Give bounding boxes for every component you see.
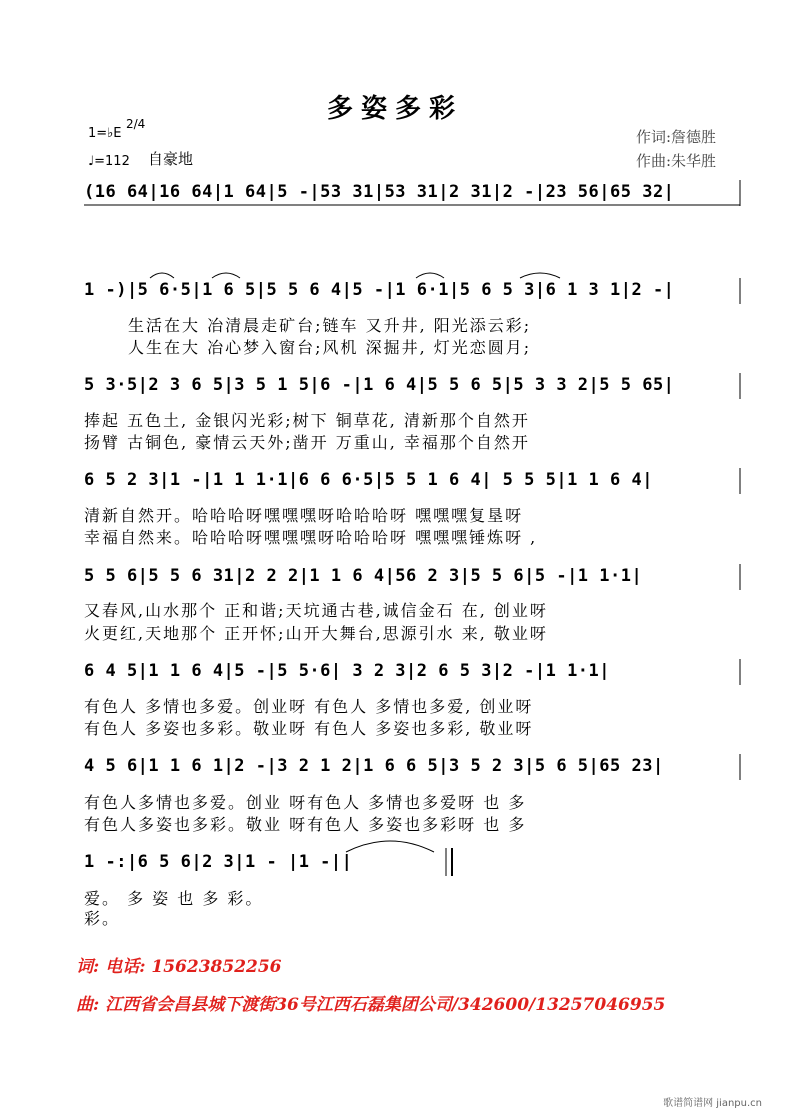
lyrics-system-6-verse-1: 有色人 多情也多爱。创业呀 有色人 多情也多爱, 创业呀: [84, 697, 534, 716]
lyrics-system-4-verse-2: 幸福自然来。哈哈哈呀嘿嘿嘿呀哈哈哈呀 嘿嘿嘿锤炼呀 ,: [84, 528, 538, 547]
lyrics-system-7-verse-1: 有色人多情也多爱。创业 呀有色人 多情也多爱呀 也 多: [84, 793, 527, 812]
tie-final: [346, 841, 434, 852]
slur-1: [150, 273, 174, 278]
footer-lyrics-contact: 词: 电话: 15623852256: [76, 957, 282, 977]
lyrics-system-5-verse-1: 又春风,山水那个 正和谐;天坑通古巷,诚信金石 在, 创业呀: [84, 601, 548, 620]
tempo-marking: ♩=112: [88, 154, 130, 169]
lyrics-system-3-verse-2: 扬臂 古铜色, 豪情云天外;凿开 万重山, 幸福那个自然开: [84, 433, 530, 452]
lyricist-credit: 作词:詹德胜: [636, 128, 717, 146]
song-title: 多姿多彩: [326, 94, 463, 124]
lyrics-system-8-verse-2: 彩。: [84, 909, 121, 928]
lyrics-system-2-verse-2: 人生在大 冶心梦入窗台;风机 深掘井, 灯光恋圆月;: [128, 338, 532, 357]
lyrics-system-3-verse-1: 捧起 五色土, 金银闪光彩;树下 铜草花, 清新那个自然开: [84, 411, 530, 430]
lyrics-system-8-verse-1: 爱。 多 姿 也 多 彩。: [84, 889, 264, 908]
slur-3: [416, 273, 444, 278]
score-system-5-notes: 5 5 6|5 5 6 31|2 2 2|1 1 6 4|56 2 3|5 5 6|5 -|1 1·1|: [84, 566, 643, 586]
score-system-7-notes: 4 5 6|1 1 6 1|2 -|3 2 1 2|1 6 6 5|3 5 2 3|5 6 5|65 23|: [84, 756, 664, 776]
lyrics-system-5-verse-2: 火更红,天地那个 正开怀;山开大舞台,思源引水 来, 敬业呀: [84, 624, 548, 643]
score-system-8-notes: 1 -:|6 5 6|2 3|1 - |1 -||: [84, 852, 353, 872]
lyrics-system-6-verse-2: 有色人 多姿也多彩。敬业呀 有色人 多姿也多彩, 敬业呀: [84, 719, 534, 738]
slur-4: [520, 273, 560, 278]
footer-music-contact: 曲: 江西省会昌县城下渡街36号江西石磊集团公司/342600/13257046955: [76, 995, 666, 1015]
lyrics-system-2-verse-1: 生活在大 冶清晨走矿台;链车 又升井, 阳光添云彩;: [128, 316, 532, 335]
score-system-2-notes: 1 -)|5 6·5|1 6 5|5 5 6 4|5 -|1 6·1|5 6 5 3|6 1 3 1|2 -|: [84, 280, 675, 300]
expression-marking: 自豪地: [148, 150, 194, 168]
score-system-6-notes: 6 4 5|1 1 6 4|5 -|5 5·6| 3 2 3|2 6 5 3|2 -|1 1·1|: [84, 661, 611, 681]
lyrics-system-4-verse-1: 清新自然开。哈哈哈呀嘿嘿嘿呀哈哈哈呀 嘿嘿嘿复垦呀: [84, 506, 524, 525]
score-system-4-notes: 6 5 2 3|1 -|1 1 1·1|6 6 6·5|5 5 1 6 4| 5 5 5|1 1 6 4|: [84, 470, 653, 490]
composer-credit: 作曲:朱华胜: [636, 152, 717, 170]
time-signature: 2/4: [126, 117, 146, 131]
slur-2: [212, 273, 240, 278]
site-watermark: 歌谱简谱网 jianpu.cn: [663, 1098, 762, 1109]
score-system-3-notes: 5 3·5|2 3 6 5|3 5 1 5|6 -|1 6 4|5 5 6 5|5 3 3 2|5 5 65|: [84, 375, 675, 395]
score-system-1-notes: (16 64|16 64|1 64|5 -|53 31|53 31|2 31|2 -|23 56|65 32|: [84, 182, 675, 202]
lyrics-system-7-verse-2: 有色人多姿也多彩。敬业 呀有色人 多姿也多彩呀 也 多: [84, 815, 527, 834]
key-signature: 1=♭E: [88, 126, 122, 141]
